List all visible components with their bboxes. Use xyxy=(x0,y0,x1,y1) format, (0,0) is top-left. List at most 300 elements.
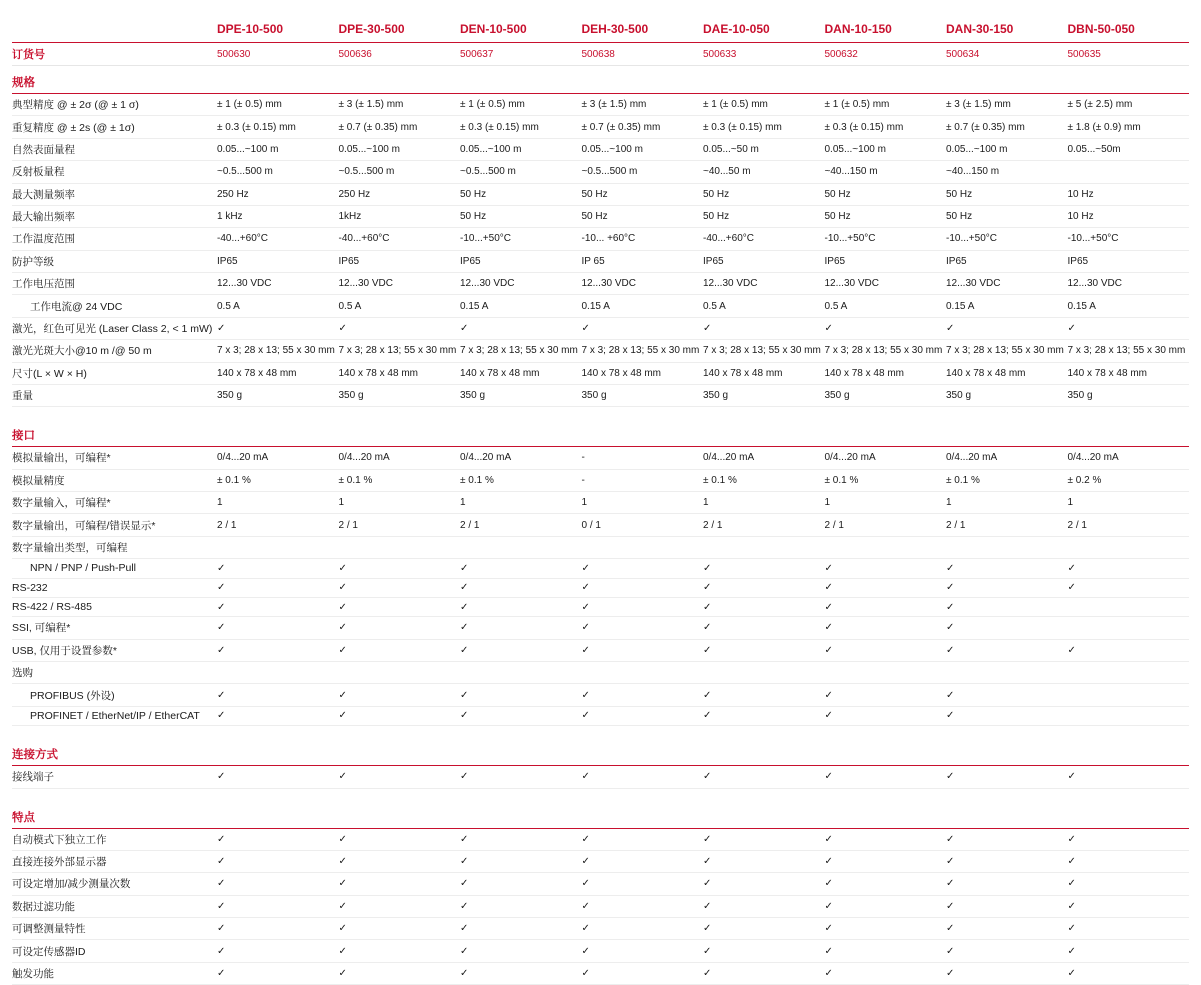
row-value-4: ✓ xyxy=(582,895,704,917)
row-value-1: 0.05...~100 m xyxy=(217,138,339,160)
row-value-1: ✓ xyxy=(217,850,339,872)
section-title: 规格 xyxy=(12,66,1189,94)
row-value-3: ✓ xyxy=(460,617,582,639)
row-value-3: ✓ xyxy=(460,578,582,597)
table-row xyxy=(12,340,1189,362)
model-header-row xyxy=(12,18,1189,43)
row-value-5: ✓ xyxy=(703,578,825,597)
model-name-4: DEH-30-500 xyxy=(582,18,704,43)
table-row xyxy=(12,295,1189,317)
row-value-5: ✓ xyxy=(703,617,825,639)
table-row xyxy=(12,873,1189,895)
row-value-2: ✓ xyxy=(339,962,461,984)
row-label: USB, 仅用于设置参数* xyxy=(12,639,217,661)
row-value-1: 140 x 78 x 48 mm xyxy=(217,362,339,384)
row-value-2: ✓ xyxy=(339,578,461,597)
row-value-5: ✓ xyxy=(703,559,825,578)
row-value-7: ✓ xyxy=(946,962,1068,984)
row-value-2: IP65 xyxy=(339,250,461,272)
section-title: 接口 xyxy=(12,407,1189,447)
row-label: 防护等级 xyxy=(12,250,217,272)
row-value-5: -40...+60°C xyxy=(703,228,825,250)
row-value-1: ✓ xyxy=(217,684,339,706)
table-row xyxy=(12,850,1189,872)
row-value-4: ~0.5...500 m xyxy=(582,161,704,183)
table-row xyxy=(12,962,1189,984)
row-value-2: ✓ xyxy=(339,684,461,706)
row-value-7: ✓ xyxy=(946,559,1068,578)
order-number-4: 500638 xyxy=(582,43,704,66)
table-row xyxy=(12,828,1189,850)
table-row xyxy=(12,514,1189,536)
row-value-6: 0/4...20 mA xyxy=(825,447,947,469)
model-name-3: DEN-10-500 xyxy=(460,18,582,43)
row-label: 激光光斑大小@10 m /@ 50 m xyxy=(12,340,217,362)
row-value-3: 0.05...~100 m xyxy=(460,138,582,160)
row-value-5: ✓ xyxy=(703,962,825,984)
row-label: 直接连接外部显示器 xyxy=(12,850,217,872)
row-value-1: 350 g xyxy=(217,384,339,406)
table-row xyxy=(12,766,1189,788)
row-label: 可设定传感器ID xyxy=(12,940,217,962)
row-value-5: 50 Hz xyxy=(703,205,825,227)
table-row xyxy=(12,469,1189,491)
row-value-6: ✓ xyxy=(825,684,947,706)
row-value-2: ± 3 (± 1.5) mm xyxy=(339,94,461,116)
table-row xyxy=(12,138,1189,160)
table-row xyxy=(12,94,1189,116)
table-row xyxy=(12,183,1189,205)
row-value-2: 0/4...20 mA xyxy=(339,447,461,469)
row-value-5: ± 0.3 (± 0.15) mm xyxy=(703,116,825,138)
row-value-8: ✓ xyxy=(1068,828,1190,850)
model-name-2: DPE-30-500 xyxy=(339,18,461,43)
row-value-4: ✓ xyxy=(582,766,704,788)
row-label: 数据过滤功能 xyxy=(12,895,217,917)
row-value-6: 12...30 VDC xyxy=(825,273,947,295)
row-value-4: 350 g xyxy=(582,384,704,406)
row-value-3 xyxy=(460,536,582,558)
row-value-4: ✓ xyxy=(582,617,704,639)
row-value-4: -10... +60°C xyxy=(582,228,704,250)
table-row xyxy=(12,228,1189,250)
row-value-1: ~0.5...500 m xyxy=(217,161,339,183)
row-value-5: ± 0.1 % xyxy=(703,469,825,491)
row-value-7: 0.15 A xyxy=(946,295,1068,317)
row-value-8: 0.15 A xyxy=(1068,295,1190,317)
row-value-6: 0.05...~100 m xyxy=(825,138,947,160)
row-value-7: ✓ xyxy=(946,684,1068,706)
row-value-7: ✓ xyxy=(946,940,1068,962)
order-number-6: 500632 xyxy=(825,43,947,66)
row-value-2: ✓ xyxy=(339,940,461,962)
table-row xyxy=(12,559,1189,578)
row-value-4: 140 x 78 x 48 mm xyxy=(582,362,704,384)
row-value-8: ✓ xyxy=(1068,766,1190,788)
row-value-1: ✓ xyxy=(217,559,339,578)
row-value-4: ✓ xyxy=(582,940,704,962)
row-value-1: ✓ xyxy=(217,706,339,725)
table-row xyxy=(12,492,1189,514)
row-value-6: 7 x 3; 28 x 13; 55 x 30 mm xyxy=(825,340,947,362)
row-value-6: ± 1 (± 0.5) mm xyxy=(825,94,947,116)
table-row xyxy=(12,447,1189,469)
row-value-8 xyxy=(1068,706,1190,725)
header-blank-cell xyxy=(12,18,217,43)
row-value-4: ✓ xyxy=(582,850,704,872)
row-value-3: ✓ xyxy=(460,828,582,850)
row-value-2: 1kHz xyxy=(339,205,461,227)
order-number-label: 订货号 xyxy=(12,43,217,66)
model-name-8: DBN-50-050 xyxy=(1068,18,1190,43)
row-value-4: - xyxy=(582,447,704,469)
row-value-4: ✓ xyxy=(582,559,704,578)
row-value-1: 1 kHz xyxy=(217,205,339,227)
row-label: 典型精度 @ ± 2σ (@ ± 1 σ) xyxy=(12,94,217,116)
row-value-3: ✓ xyxy=(460,639,582,661)
table-row xyxy=(12,317,1189,339)
row-value-8: ± 5 (± 2.5) mm xyxy=(1068,94,1190,116)
row-value-3: ✓ xyxy=(460,684,582,706)
row-value-5: ✓ xyxy=(703,317,825,339)
row-value-8: ✓ xyxy=(1068,962,1190,984)
table-row xyxy=(12,362,1189,384)
table-row xyxy=(12,617,1189,639)
table-row xyxy=(12,161,1189,183)
row-value-3: 7 x 3; 28 x 13; 55 x 30 mm xyxy=(460,340,582,362)
row-value-4: ± 3 (± 1.5) mm xyxy=(582,94,704,116)
row-value-6: 1 xyxy=(825,492,947,514)
model-name-7: DAN-30-150 xyxy=(946,18,1068,43)
table-row xyxy=(12,384,1189,406)
row-value-8: IP65 xyxy=(1068,250,1190,272)
row-value-1: 250 Hz xyxy=(217,183,339,205)
row-value-5: 2 / 1 xyxy=(703,514,825,536)
row-value-6: ✓ xyxy=(825,706,947,725)
row-value-8: 350 g xyxy=(1068,384,1190,406)
row-value-5: ± 1 (± 0.5) mm xyxy=(703,94,825,116)
row-value-8: 1 xyxy=(1068,492,1190,514)
row-value-3: ~0.5...500 m xyxy=(460,161,582,183)
row-value-6: ✓ xyxy=(825,578,947,597)
row-label: PROFIBUS (外设) xyxy=(12,684,217,706)
section-header-row xyxy=(12,788,1189,828)
row-value-4: 50 Hz xyxy=(582,205,704,227)
table-row xyxy=(12,273,1189,295)
row-value-3: ✓ xyxy=(460,706,582,725)
table-row xyxy=(12,250,1189,272)
table-row xyxy=(12,918,1189,940)
table-row xyxy=(12,536,1189,558)
row-value-8: ✓ xyxy=(1068,317,1190,339)
row-value-3: ± 0.1 % xyxy=(460,469,582,491)
row-value-3: 140 x 78 x 48 mm xyxy=(460,362,582,384)
row-value-6: ± 0.3 (± 0.15) mm xyxy=(825,116,947,138)
order-number-7: 500634 xyxy=(946,43,1068,66)
row-value-4: 7 x 3; 28 x 13; 55 x 30 mm xyxy=(582,340,704,362)
row-value-5: ✓ xyxy=(703,850,825,872)
order-number-row xyxy=(12,43,1189,66)
row-value-7: ✓ xyxy=(946,317,1068,339)
row-value-1: ✓ xyxy=(217,940,339,962)
row-label: 触发功能 xyxy=(12,962,217,984)
row-value-6: ✓ xyxy=(825,940,947,962)
row-value-8: ✓ xyxy=(1068,639,1190,661)
row-value-5: ✓ xyxy=(703,940,825,962)
row-value-7: 7 x 3; 28 x 13; 55 x 30 mm xyxy=(946,340,1068,362)
row-value-6: ✓ xyxy=(825,828,947,850)
row-value-3: ✓ xyxy=(460,873,582,895)
row-value-5: ✓ xyxy=(703,918,825,940)
row-value-5: 12...30 VDC xyxy=(703,273,825,295)
row-value-2: ✓ xyxy=(339,639,461,661)
row-value-3: 350 g xyxy=(460,384,582,406)
row-value-4: 50 Hz xyxy=(582,183,704,205)
row-value-1: ✓ xyxy=(217,578,339,597)
row-value-7: -10...+50°C xyxy=(946,228,1068,250)
row-value-5: 1 xyxy=(703,492,825,514)
row-value-1: ✓ xyxy=(217,828,339,850)
row-value-4: ✓ xyxy=(582,918,704,940)
row-value-8: ✓ xyxy=(1068,918,1190,940)
row-value-2: ✓ xyxy=(339,850,461,872)
row-label: 模拟量精度 xyxy=(12,469,217,491)
row-value-5: 0.5 A xyxy=(703,295,825,317)
row-value-5: ✓ xyxy=(703,597,825,616)
row-value-5: ✓ xyxy=(703,895,825,917)
row-value-2: ± 0.7 (± 0.35) mm xyxy=(339,116,461,138)
row-value-7: ✓ xyxy=(946,578,1068,597)
row-label: 选购 xyxy=(12,662,217,684)
row-label: 可调整测量特性 xyxy=(12,918,217,940)
row-value-7: ✓ xyxy=(946,706,1068,725)
row-value-2: ~0.5...500 m xyxy=(339,161,461,183)
row-value-4: 12...30 VDC xyxy=(582,273,704,295)
order-number-8: 500635 xyxy=(1068,43,1190,66)
row-label: 自动模式下独立工作 xyxy=(12,828,217,850)
row-value-1: ✓ xyxy=(217,962,339,984)
row-value-3: 0/4...20 mA xyxy=(460,447,582,469)
section-title: 特点 xyxy=(12,788,1189,828)
model-name-6: DAN-10-150 xyxy=(825,18,947,43)
row-label: 模拟量输出，可编程* xyxy=(12,447,217,469)
section-header-row xyxy=(12,726,1189,766)
specification-table xyxy=(12,18,1189,985)
row-value-6 xyxy=(825,536,947,558)
table-row xyxy=(12,895,1189,917)
row-value-8: ± 1.8 (± 0.9) mm xyxy=(1068,116,1190,138)
row-value-1: 1 xyxy=(217,492,339,514)
row-value-7: 12...30 VDC xyxy=(946,273,1068,295)
row-value-3: ✓ xyxy=(460,895,582,917)
row-value-3: -10...+50°C xyxy=(460,228,582,250)
row-value-3: ✓ xyxy=(460,597,582,616)
row-value-2 xyxy=(339,536,461,558)
row-label: 重量 xyxy=(12,384,217,406)
row-label: 工作温度范围 xyxy=(12,228,217,250)
row-value-1: ✓ xyxy=(217,617,339,639)
row-value-6: ✓ xyxy=(825,850,947,872)
row-value-8: 2 / 1 xyxy=(1068,514,1190,536)
row-value-5 xyxy=(703,662,825,684)
row-value-6: 50 Hz xyxy=(825,205,947,227)
row-value-4: ✓ xyxy=(582,639,704,661)
row-value-7: ± 3 (± 1.5) mm xyxy=(946,94,1068,116)
row-value-2: ✓ xyxy=(339,766,461,788)
row-value-1: ✓ xyxy=(217,766,339,788)
row-value-1: ✓ xyxy=(217,895,339,917)
row-label: 最大输出频率 xyxy=(12,205,217,227)
row-value-5: ✓ xyxy=(703,684,825,706)
row-value-1 xyxy=(217,536,339,558)
section-header-row xyxy=(12,407,1189,447)
row-value-1: 2 / 1 xyxy=(217,514,339,536)
row-value-6 xyxy=(825,662,947,684)
row-value-2: 250 Hz xyxy=(339,183,461,205)
row-value-6: 2 / 1 xyxy=(825,514,947,536)
row-label: 数字量输出，可编程/错误显示* xyxy=(12,514,217,536)
row-value-5: IP65 xyxy=(703,250,825,272)
row-value-2: ✓ xyxy=(339,828,461,850)
row-value-3: IP65 xyxy=(460,250,582,272)
row-value-8: ✓ xyxy=(1068,850,1190,872)
row-value-2: ✓ xyxy=(339,895,461,917)
section-header-row xyxy=(12,66,1189,94)
order-number-3: 500637 xyxy=(460,43,582,66)
row-label: 数字量输出类型，可编程 xyxy=(12,536,217,558)
row-value-4: ✓ xyxy=(582,578,704,597)
row-value-8: 10 Hz xyxy=(1068,205,1190,227)
row-label: 自然表面量程 xyxy=(12,138,217,160)
row-value-5: ✓ xyxy=(703,873,825,895)
row-value-6: -10...+50°C xyxy=(825,228,947,250)
row-value-3: ✓ xyxy=(460,766,582,788)
row-value-4: IP 65 xyxy=(582,250,704,272)
row-value-7: 0.05...~100 m xyxy=(946,138,1068,160)
row-value-3: 50 Hz xyxy=(460,205,582,227)
row-value-2: ✓ xyxy=(339,559,461,578)
row-value-2: 0.05...~100 m xyxy=(339,138,461,160)
row-value-8 xyxy=(1068,662,1190,684)
row-value-1: ✓ xyxy=(217,317,339,339)
row-value-2: ✓ xyxy=(339,873,461,895)
row-value-1: ✓ xyxy=(217,918,339,940)
row-value-8: 0/4...20 mA xyxy=(1068,447,1190,469)
row-value-5: 0/4...20 mA xyxy=(703,447,825,469)
row-value-4: ± 0.7 (± 0.35) mm xyxy=(582,116,704,138)
row-value-7: 0/4...20 mA xyxy=(946,447,1068,469)
row-label: 工作电压范围 xyxy=(12,273,217,295)
row-value-3: ✓ xyxy=(460,918,582,940)
row-value-7: ± 0.7 (± 0.35) mm xyxy=(946,116,1068,138)
row-value-3: 2 / 1 xyxy=(460,514,582,536)
row-value-8: ✓ xyxy=(1068,559,1190,578)
table-row xyxy=(12,205,1189,227)
row-value-1: -40...+60°C xyxy=(217,228,339,250)
row-value-7: 140 x 78 x 48 mm xyxy=(946,362,1068,384)
row-value-5: ~40...50 m xyxy=(703,161,825,183)
row-value-7: ✓ xyxy=(946,873,1068,895)
row-value-1: ✓ xyxy=(217,873,339,895)
row-label: PROFINET / EtherNet/IP / EtherCAT xyxy=(12,706,217,725)
row-value-7: ✓ xyxy=(946,918,1068,940)
row-value-4: ✓ xyxy=(582,597,704,616)
row-value-1: ± 0.1 % xyxy=(217,469,339,491)
row-value-4: ✓ xyxy=(582,317,704,339)
row-value-7: 50 Hz xyxy=(946,205,1068,227)
row-value-7: ✓ xyxy=(946,617,1068,639)
row-value-3: ✓ xyxy=(460,559,582,578)
row-value-7: 1 xyxy=(946,492,1068,514)
row-value-2: ✓ xyxy=(339,317,461,339)
row-value-4: 0.15 A xyxy=(582,295,704,317)
row-value-6: ✓ xyxy=(825,317,947,339)
row-value-5: ✓ xyxy=(703,706,825,725)
row-value-2: 350 g xyxy=(339,384,461,406)
row-value-8: 0.05...~50m xyxy=(1068,138,1190,160)
row-value-1: ✓ xyxy=(217,639,339,661)
row-value-7: 50 Hz xyxy=(946,183,1068,205)
row-value-3: ✓ xyxy=(460,850,582,872)
row-value-5: 350 g xyxy=(703,384,825,406)
row-value-3 xyxy=(460,662,582,684)
row-value-1: 7 x 3; 28 x 13; 55 x 30 mm xyxy=(217,340,339,362)
row-value-1: 0.5 A xyxy=(217,295,339,317)
row-value-8: ✓ xyxy=(1068,940,1190,962)
table-row xyxy=(12,706,1189,725)
row-label: 接线端子 xyxy=(12,766,217,788)
row-value-1: IP65 xyxy=(217,250,339,272)
order-number-1: 500630 xyxy=(217,43,339,66)
row-value-8: -10...+50°C xyxy=(1068,228,1190,250)
table-row xyxy=(12,662,1189,684)
row-value-6: ✓ xyxy=(825,895,947,917)
row-value-2: ✓ xyxy=(339,617,461,639)
row-value-7: 2 / 1 xyxy=(946,514,1068,536)
row-label: 数字量输入，可编程* xyxy=(12,492,217,514)
row-value-2: 12...30 VDC xyxy=(339,273,461,295)
row-value-4: - xyxy=(582,469,704,491)
row-value-3: 12...30 VDC xyxy=(460,273,582,295)
row-value-6: ✓ xyxy=(825,617,947,639)
row-value-6: 140 x 78 x 48 mm xyxy=(825,362,947,384)
row-label: 反射板量程 xyxy=(12,161,217,183)
row-value-8: 12...30 VDC xyxy=(1068,273,1190,295)
row-value-2: 2 / 1 xyxy=(339,514,461,536)
row-label: 尺寸(L × W × H) xyxy=(12,362,217,384)
row-value-8: 7 x 3; 28 x 13; 55 x 30 mm xyxy=(1068,340,1190,362)
row-value-1: ± 1 (± 0.5) mm xyxy=(217,94,339,116)
row-value-7: ✓ xyxy=(946,766,1068,788)
table-row xyxy=(12,639,1189,661)
row-value-3: ✓ xyxy=(460,317,582,339)
row-value-7: 350 g xyxy=(946,384,1068,406)
row-label: 最大测量频率 xyxy=(12,183,217,205)
row-value-4: ✓ xyxy=(582,684,704,706)
row-value-6: ✓ xyxy=(825,766,947,788)
row-value-6: ± 0.1 % xyxy=(825,469,947,491)
row-value-2: 0.5 A xyxy=(339,295,461,317)
row-value-2: 7 x 3; 28 x 13; 55 x 30 mm xyxy=(339,340,461,362)
row-value-5: 0.05...~50 m xyxy=(703,138,825,160)
table-row xyxy=(12,940,1189,962)
table-row xyxy=(12,684,1189,706)
row-value-6: ✓ xyxy=(825,639,947,661)
row-value-7: ✓ xyxy=(946,639,1068,661)
row-value-7: ✓ xyxy=(946,597,1068,616)
row-value-3: 1 xyxy=(460,492,582,514)
row-value-8: 10 Hz xyxy=(1068,183,1190,205)
